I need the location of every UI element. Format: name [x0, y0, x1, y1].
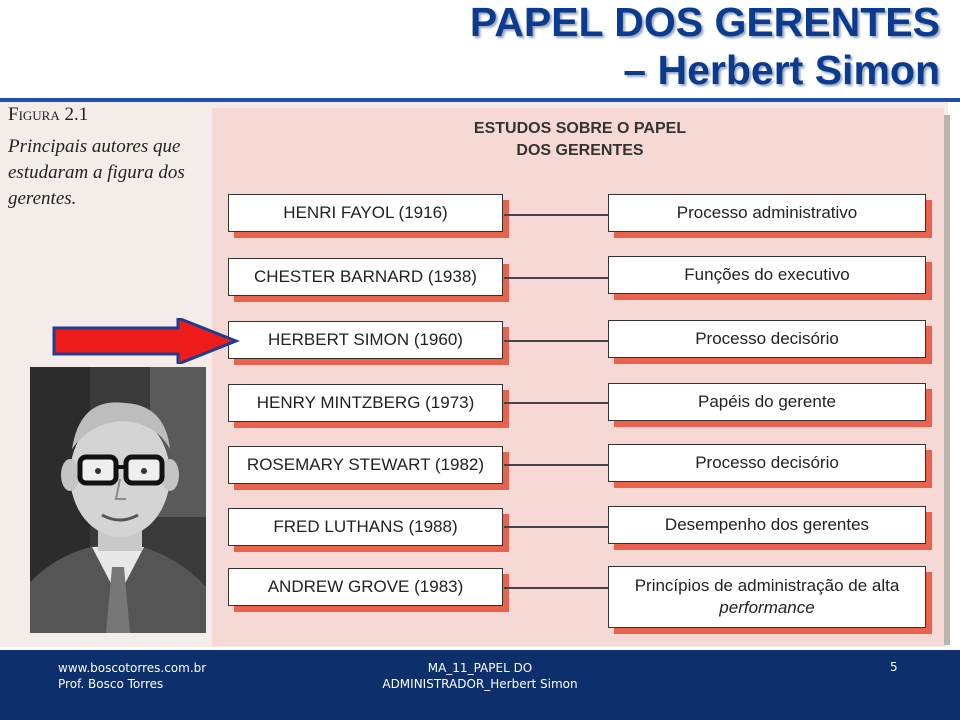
diagram-title	[440, 118, 720, 162]
role-box: Funções do executivo	[608, 256, 926, 294]
author-box-highlighted: HERBERT SIMON (1960)	[228, 321, 503, 359]
portrait-photo	[30, 367, 206, 633]
connector-line	[504, 587, 608, 589]
footer-file-line1: MA_11_PAPEL DO	[427, 661, 533, 675]
figure-label-number: 2.1	[64, 104, 89, 125]
role-box: Processo decisório	[608, 320, 926, 358]
role-text: Princípios de administração de alta	[634, 576, 900, 595]
slide-title-line2: – Herbert Simon	[623, 47, 940, 93]
connector-line	[504, 277, 608, 279]
figure-label	[8, 104, 88, 126]
author-box: ROSEMARY STEWART (1982)	[228, 446, 503, 484]
diagram-title-line1: ESTUDOS SOBRE O PAPEL	[473, 120, 687, 137]
role-box: Papéis do gerente	[608, 383, 926, 421]
connector-line	[504, 402, 608, 404]
role-box	[608, 566, 926, 628]
footer-site: www.boscotorres.com.br	[58, 661, 207, 675]
footer-author: Prof. Bosco Torres	[58, 677, 164, 691]
connector-line	[504, 526, 608, 528]
author-box: FRED LUTHANS (1988)	[228, 508, 503, 546]
figure-label-prefix: Figura	[8, 104, 60, 125]
role-text-italic: performance	[719, 598, 815, 617]
page-number: 5	[890, 660, 898, 674]
page-edge	[944, 115, 950, 645]
author-box: CHESTER BARNARD (1938)	[228, 258, 503, 296]
footer-credits	[58, 660, 206, 692]
footer-file-line2: ADMINISTRADOR_Herbert Simon	[382, 677, 578, 691]
figure-caption: Principais autores que estudaram a figura dos gerentes.	[8, 136, 185, 209]
connector-line	[504, 464, 608, 466]
author-box: ANDREW GROVE (1983)	[228, 568, 503, 606]
role-box: Processo administrativo	[608, 194, 926, 232]
diagram-title-line2: DOS GERENTES	[516, 142, 644, 159]
red-arrow-icon	[50, 318, 240, 364]
author-box: HENRI FAYOL (1916)	[228, 194, 503, 232]
connector-line	[504, 340, 608, 342]
footer-filename	[340, 660, 620, 692]
role-box: Desempenho dos gerentes	[608, 506, 926, 544]
author-box: HENRY MINTZBERG (1973)	[228, 384, 503, 422]
role-box: Processo decisório	[608, 444, 926, 482]
slide-title-line1: PAPEL DOS GERENTES	[469, 0, 940, 45]
connector-line	[504, 214, 608, 216]
slide-title	[470, 0, 940, 94]
